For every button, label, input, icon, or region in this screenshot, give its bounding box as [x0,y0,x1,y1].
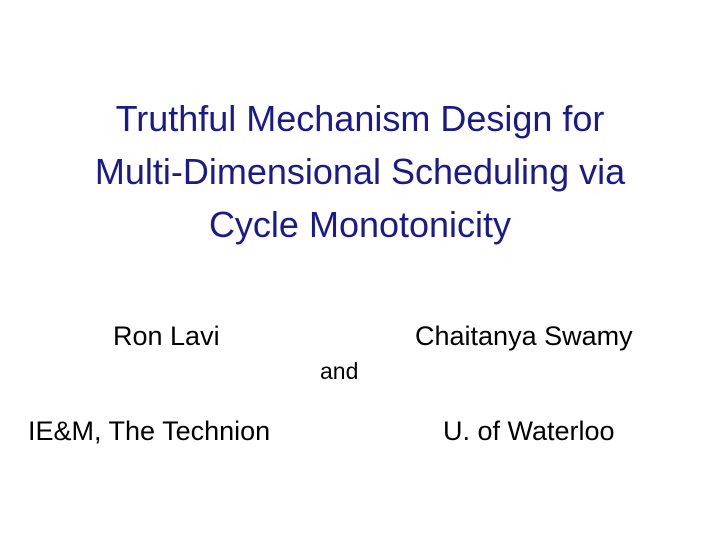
affiliation-technion: IE&M, The Technion [28,416,271,446]
affiliation-waterloo: U. of Waterloo [443,416,615,446]
title-line-3: Cycle Monotonicity [208,204,512,245]
slide-title [0,92,720,251]
author-name-lavi: Ron Lavi [113,321,220,351]
author-name-swamy: Chaitanya Swamy [415,321,633,351]
title-line-1: Truthful Mechanism Design for [115,98,605,139]
title-line-2: Multi-Dimensional Scheduling via [94,151,626,192]
and-connector: and [320,358,359,384]
